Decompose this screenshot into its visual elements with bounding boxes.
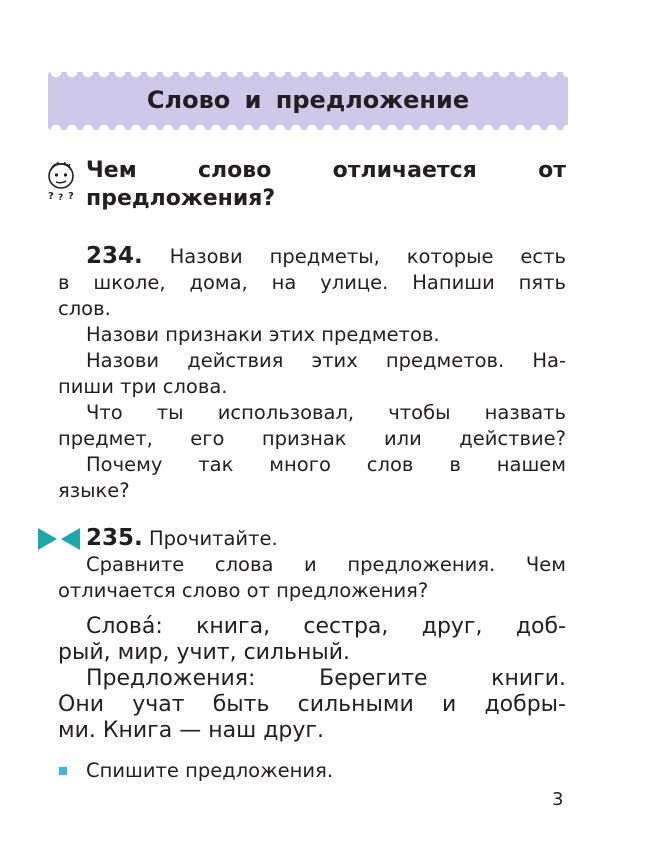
example-text	[58, 614, 566, 744]
exercise-line: Что ты использовал, чтобы назвать	[86, 401, 566, 424]
svg-text:?: ?	[68, 191, 74, 201]
exercise-number: 234.	[86, 243, 143, 269]
page-title: Слово и предложение	[146, 86, 470, 114]
question-word: слово	[198, 158, 272, 183]
title-banner	[48, 72, 568, 130]
exercise-234	[58, 243, 566, 504]
example-line: Предложения: Берегите книги.	[86, 666, 566, 691]
page-number: 3	[552, 789, 564, 810]
question-word: отличается	[332, 158, 477, 183]
exercise-line: языке?	[58, 479, 130, 502]
exercise-line: в школе, дома, на улице. Напиши пять	[58, 271, 566, 294]
question-word: Чем	[86, 158, 137, 183]
exercise-line: Назови действия этих предметов. На-	[86, 349, 566, 372]
exercise-line: Почему так много слов в нашем	[86, 453, 566, 476]
exercise-line: Назови признаки этих предметов.	[86, 323, 440, 346]
exercise-line: предмет, его признак или действие?	[58, 427, 566, 450]
exercise-line: 235. Прочитайте.	[86, 525, 278, 551]
task-instruction: Спишите предложения.	[86, 759, 334, 782]
exercise-line: слов.	[58, 297, 111, 320]
bullet-marker	[59, 767, 67, 775]
exercise-line: отличается слово от предложения?	[58, 579, 429, 602]
thinking-face-icon	[44, 161, 80, 201]
question-line: предложения?	[86, 186, 276, 211]
example-line: рый, мир, учит, сильный.	[58, 640, 351, 665]
svg-text:?: ?	[48, 191, 54, 201]
exercise-235	[58, 525, 566, 604]
svg-text:?: ?	[58, 193, 64, 201]
exercise-line: пиши три слова.	[58, 375, 228, 398]
example-line: Слова́: книга, сестра, друг, доб-	[86, 614, 566, 639]
exercise-line: Сравните слова и предложения. Чем	[86, 553, 566, 576]
question-word: от	[538, 158, 566, 183]
exercise-line: 234. Назови предметы, которые есть	[86, 243, 566, 269]
example-line: ми. Книга — наш друг.	[58, 718, 324, 743]
lesson-question	[86, 157, 566, 213]
exercise-number: 235.	[86, 525, 143, 551]
example-line: Они учат быть сильными и добры-	[58, 692, 566, 717]
